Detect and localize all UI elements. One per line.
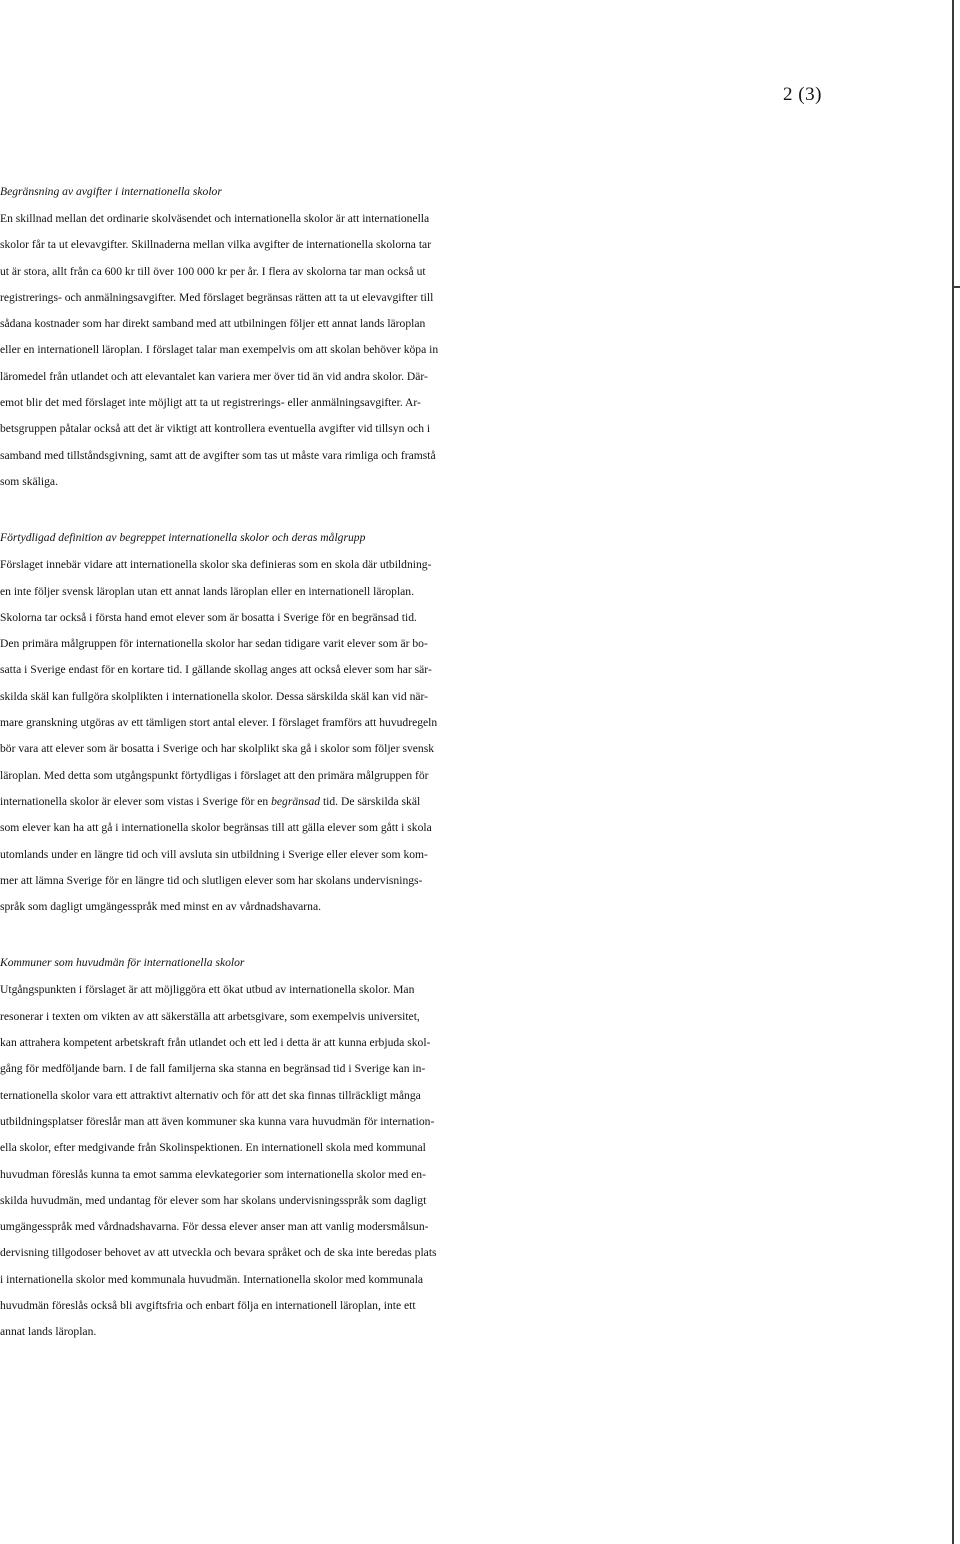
paragraph-line: en inte följer svensk läroplan utan ett annat lands läroplan eller en internationell läroplan. [0, 584, 415, 598]
section-definition [0, 524, 830, 920]
paragraph-line: Förslaget innebär vidare att internationella skolor ska definieras som en skola där utbildning- [0, 558, 432, 572]
paragraph-line: ut är stora, allt från ca 600 kr till över 100 000 kr per år. I flera av skolorna tar man också ut [0, 264, 426, 278]
paragraph-line: kan attrahera kompetent arbetskraft från utlandet och ett led i detta är att kunna erbjuda skol- [0, 1036, 431, 1050]
paragraph-line: läroplan. Med detta som utgångspunkt förtydligas i förslaget att den primära målgruppen för [0, 768, 429, 782]
paragraph-line: sådana kostnader som har direkt samband med att utbilningen följer ett annat lands läroplan [0, 317, 426, 331]
paragraph-line: utbildningsplatser föreslår man att även kommuner ska kunna vara huvudmän för internation- [0, 1114, 435, 1128]
paragraph-line: annat lands läroplan. [0, 1325, 97, 1339]
paragraph-line: ternationella skolor vara ett attraktivt alternativ och för att det ska finnas tillräckligt många [0, 1088, 421, 1102]
paragraph-line: språk som dagligt umgängesspråk med minst en av vårdnadshavarna. [0, 900, 322, 914]
paragraph-line: mer att lämna Sverige för en längre tid och slutligen elever som har skolans undervisnings- [0, 873, 423, 887]
paragraph-line: umgängesspråk med vårdnadshavarna. För dessa elever anser man att vanlig modersmålsun- [0, 1220, 429, 1234]
paragraph-line: mare granskning utgöras av ett tämligen stort antal elever. I förslaget framförs att huvudregeln [0, 716, 438, 730]
paragraph-line: huvudman föreslås kunna ta emot samma elevkategorier som internationella skolor med en- [0, 1167, 426, 1181]
paragraph-line: ella skolor, efter medgivande från Skolinspektionen. En internationell skola med kommunal [0, 1141, 426, 1155]
section-kommuner [0, 949, 830, 1345]
paragraph-line: dervisning tillgodoser behovet av att utveckla och bevara språket och de ska inte beredas plats [0, 1246, 437, 1260]
page-number: 2 (3) [783, 84, 822, 105]
paragraph-line: som skäliga. [0, 474, 58, 488]
page-edge-line [952, 0, 954, 1544]
paragraph-line: skilda huvudmän, med undantag för elever som har skolans undervisningsspråk som dagligt [0, 1193, 427, 1207]
paragraph-line: läromedel från utlandet och att elevantalet kan variera mer över tid än vid andra skolor. Där- [0, 369, 428, 383]
paragraph-line: Den primära målgruppen för internationella skolor har sedan tidigare varit elever som är bo- [0, 637, 428, 651]
paragraph-line: satta i Sverige endast för en kortare tid. I gällande skollag anges att också elever som har sär- [0, 663, 432, 677]
paragraph-line: samband med tillståndsgivning, samt att de avgifter som tas ut måste vara rimliga och framstå [0, 448, 436, 462]
section-heading: Begränsning av avgifter i internationella skolor [0, 185, 222, 198]
paragraph-line: En skillnad mellan det ordinarie skolväsendet och internationella skolor är att internationella [0, 212, 430, 225]
section-heading: Kommuner som huvudmän för internationella skolor [0, 956, 245, 970]
page-edge-tick [952, 286, 960, 288]
paragraph-line: internationella skolor är elever som vistas i Sverige för en begränsad tid. De särskilda skäl [0, 794, 421, 808]
section-heading: Förtydligad definition av begreppet internationella skolor och deras målgrupp [0, 531, 366, 545]
section-avgifter [0, 178, 830, 495]
paragraph-line: resonerar i texten om vikten av att säkerställa att arbetsgivare, som exempelvis universitet, [0, 1009, 420, 1023]
paragraph-line: utomlands under en längre tid och vill avsluta sin utbildning i Sverige eller elever som kom- [0, 847, 428, 861]
paragraph-line: skilda skäl kan fullgöra skolplikten i internationella skolor. Dessa särskilda skäl kan vid när- [0, 689, 429, 703]
paragraph-line: skolor får ta ut elevavgifter. Skillnaderna mellan vilka avgifter de internationella skolorna tar [0, 238, 432, 252]
paragraph-line: registrerings- och anmälningsavgifter. Med förslaget begränsas rätten att ta ut elevavgifter till [0, 290, 434, 304]
paragraph-line: huvudmän föreslås också bli avgiftsfria och enbart följa en internationell läroplan, inte ett [0, 1298, 416, 1312]
paragraph-line: gång för medföljande barn. I de fall familjerna ska stanna en begränsad tid i Sverige kan in- [0, 1062, 426, 1076]
paragraph-line: som elever kan ha att gå i internationella skolor begränsas till att gälla elever som gått i skola [0, 821, 432, 835]
paragraph-line: bör vara att elever som är bosatta i Sverige och har skolplikt ska gå i skolor som följer svensk [0, 742, 435, 756]
paragraph-line: betsgruppen påtalar också att det är viktigt att kontrollera eventuella avgifter vid tillsyn och i [0, 422, 431, 436]
paragraph-line: Skolorna tar också i första hand emot elever som är bosatta i Sverige för en begränsad tid. [0, 610, 417, 624]
paragraph-line: i internationella skolor med kommunala huvudmän. Internationella skolor med kommunala [0, 1272, 424, 1286]
paragraph-line: Utgångspunkten i förslaget är att möjliggöra ett ökat utbud av internationella skolor. Man [0, 983, 415, 997]
paragraph-line: emot blir det med förslaget inte möjligt att ta ut registrerings- eller anmälningsavgifter. Ar- [0, 396, 421, 410]
paragraph-line: eller en internationell läroplan. I förslaget talar man exempelvis om att skolan behöver köpa in [0, 343, 439, 357]
document-body [0, 178, 830, 1346]
